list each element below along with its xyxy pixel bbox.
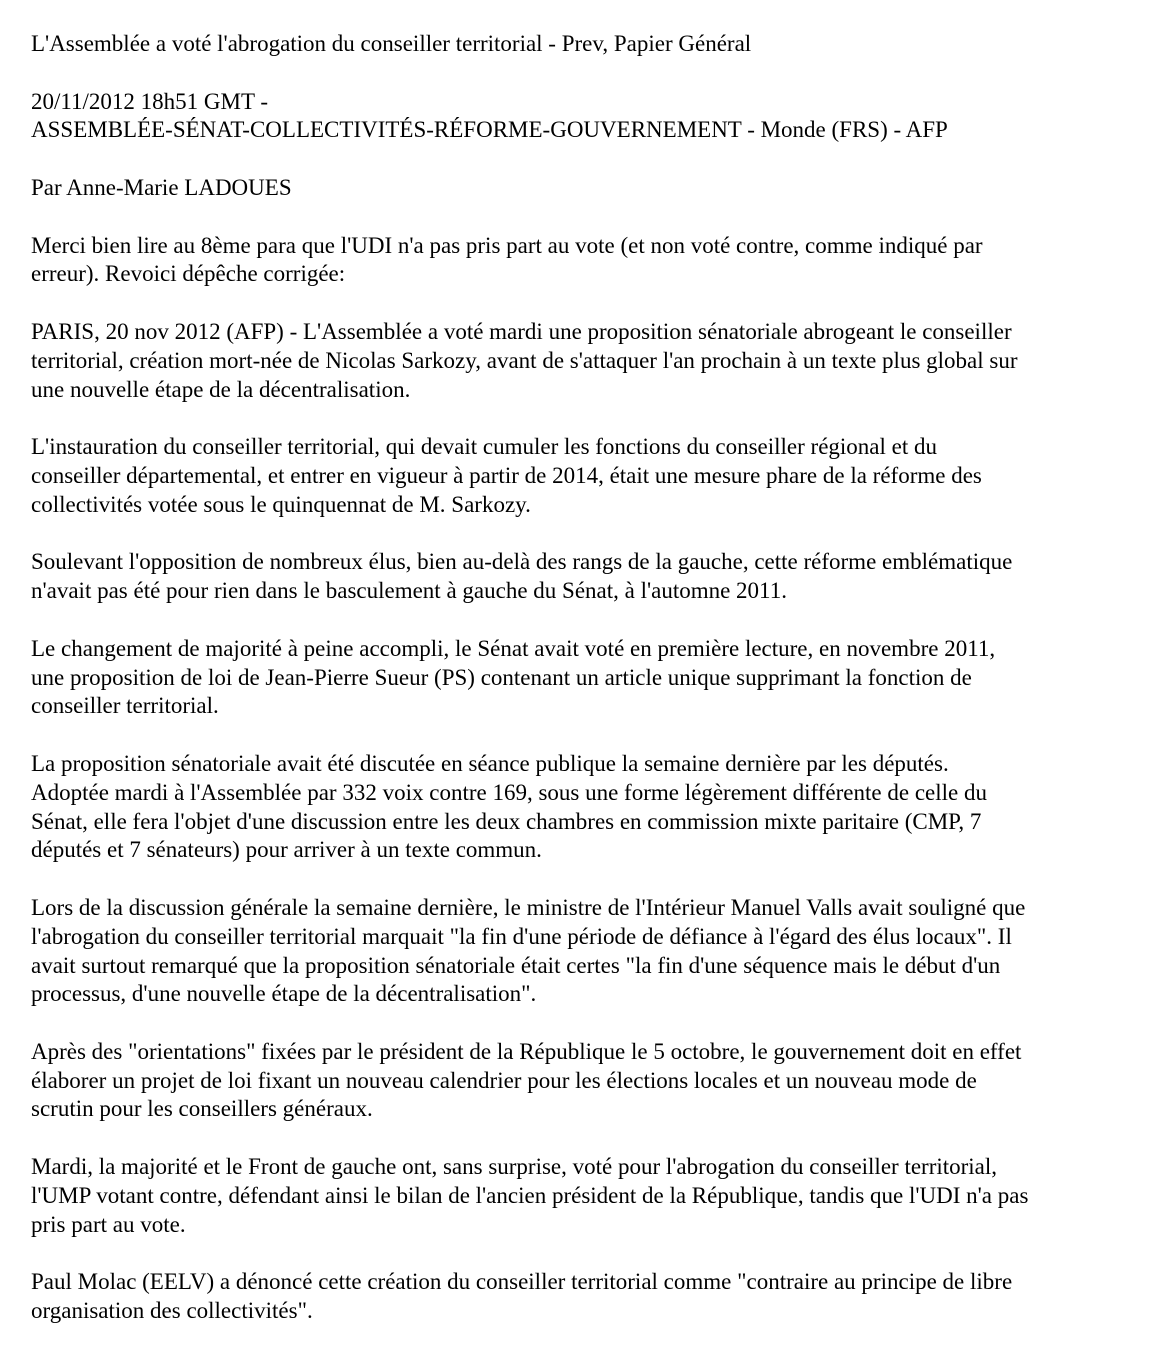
article-paragraph xyxy=(31,1268,1146,1326)
paragraph-line: avait surtout remarqué que la proposition sénatoriale était certes "la fin d'une séquence mais le début d'un xyxy=(31,952,1001,978)
paragraph-line: députés et 7 sénateurs) pour arriver à un texte commun. xyxy=(31,837,542,863)
article-paragraph xyxy=(31,1038,1146,1124)
article-paragraph xyxy=(31,433,1146,519)
article-body xyxy=(31,232,1146,1326)
paragraph-line: pris part au vote. xyxy=(31,1211,186,1237)
article-dateline: 20/11/2012 18h51 GMT - xyxy=(31,88,269,114)
article-paragraph xyxy=(31,548,1146,606)
article-byline: Par Anne-Marie LADOUES xyxy=(31,174,292,200)
article-paragraph xyxy=(31,1153,1146,1239)
paragraph-line: Mardi, la majorité et le Front de gauche ont, sans surprise, voté pour l'abrogation du conseiller territorial, xyxy=(31,1154,998,1180)
paragraph-line: La proposition sénatoriale avait été discutée en séance publique la semaine dernière par les députés. xyxy=(31,750,949,776)
article-paragraph xyxy=(31,635,1146,721)
paragraph-line: Le changement de majorité à peine accompli, le Sénat avait voté en première lecture, en novembre 2011, xyxy=(31,635,996,661)
paragraph-line: l'abrogation du conseiller territorial marquait "la fin d'une période de défiance à l'égard des élus locaux". Il xyxy=(31,923,1012,949)
paragraph-line: n'avait pas été pour rien dans le basculement à gauche du Sénat, à l'automne 2011. xyxy=(31,578,787,604)
article-header xyxy=(31,30,1146,59)
paragraph-line: Paul Molac (EELV) a dénoncé cette création du conseiller territorial comme "contraire au principe de libre xyxy=(31,1269,1013,1295)
paragraph-line: élaborer un projet de loi fixant un nouveau calendrier pour les élections locales et un nouveau mode de xyxy=(31,1067,977,1093)
paragraph-line: territorial, création mort-née de Nicolas Sarkozy, avant de s'attaquer l'an prochain à un texte plus global sur xyxy=(31,347,1018,373)
paragraph-line: une proposition de loi de Jean-Pierre Sueur (PS) contenant un article unique supprimant la fonction de xyxy=(31,664,972,690)
article-paragraph xyxy=(31,894,1146,1009)
article-paragraph xyxy=(31,318,1146,404)
paragraph-line: Sénat, elle fera l'objet d'une discussion entre les deux chambres en commission mixte paritaire (CMP, 7 xyxy=(31,808,982,834)
paragraph-line: conseiller territorial. xyxy=(31,693,219,719)
paragraph-line: L'instauration du conseiller territorial, qui devait cumuler les fonctions du conseiller régional et du xyxy=(31,434,937,460)
article-paragraph xyxy=(31,750,1146,865)
paragraph-line: PARIS, 20 nov 2012 (AFP) - L'Assemblée a voté mardi une proposition sénatoriale abrogeant le conseiller xyxy=(31,318,1012,344)
paragraph-line: Lors de la discussion générale la semaine dernière, le ministre de l'Intérieur Manuel Valls avait souligné que xyxy=(31,894,1026,920)
paragraph-line: collectivités votée sous le quinquennat de M. Sarkozy. xyxy=(31,491,531,517)
paragraph-line: erreur). Revoici dépêche corrigée: xyxy=(31,261,346,287)
paragraph-line: Merci bien lire au 8ème para que l'UDI n'a pas pris part au vote (et non voté contre, comme indiqué par xyxy=(31,232,983,258)
paragraph-line: une nouvelle étape de la décentralisation. xyxy=(31,376,411,402)
article-meta xyxy=(31,88,1146,146)
paragraph-line: scrutin pour les conseillers généraux. xyxy=(31,1096,373,1122)
paragraph-line: Soulevant l'opposition de nombreux élus, bien au-delà des rangs de la gauche, cette réforme emblématique xyxy=(31,549,1013,575)
article-paragraph xyxy=(31,232,1146,290)
paragraph-line: processus, d'une nouvelle étape de la décentralisation". xyxy=(31,981,537,1007)
paragraph-line: Adoptée mardi à l'Assemblée par 332 voix contre 169, sous une forme légèrement différente de celle du xyxy=(31,779,987,805)
paragraph-line: Après des "orientations" fixées par le président de la République le 5 octobre, le gouvernement doit en effet xyxy=(31,1038,1022,1064)
paragraph-line: conseiller départemental, et entrer en vigueur à partir de 2014, était une mesure phare de la réforme des xyxy=(31,462,982,488)
paragraph-line: organisation des collectivités". xyxy=(31,1298,313,1324)
article-keywords: ASSEMBLÉE-SÉNAT-COLLECTIVITÉS-RÉFORME-GOUVERNEMENT - Monde (FRS) - AFP xyxy=(31,117,948,143)
paragraph-line: l'UMP votant contre, défendant ainsi le bilan de l'ancien président de la République, tandis que l'UDI n'a pas xyxy=(31,1182,1029,1208)
article-title: L'Assemblée a voté l'abrogation du conseiller territorial - Prev, Papier Général xyxy=(31,31,752,56)
article-byline-block xyxy=(31,174,1146,203)
